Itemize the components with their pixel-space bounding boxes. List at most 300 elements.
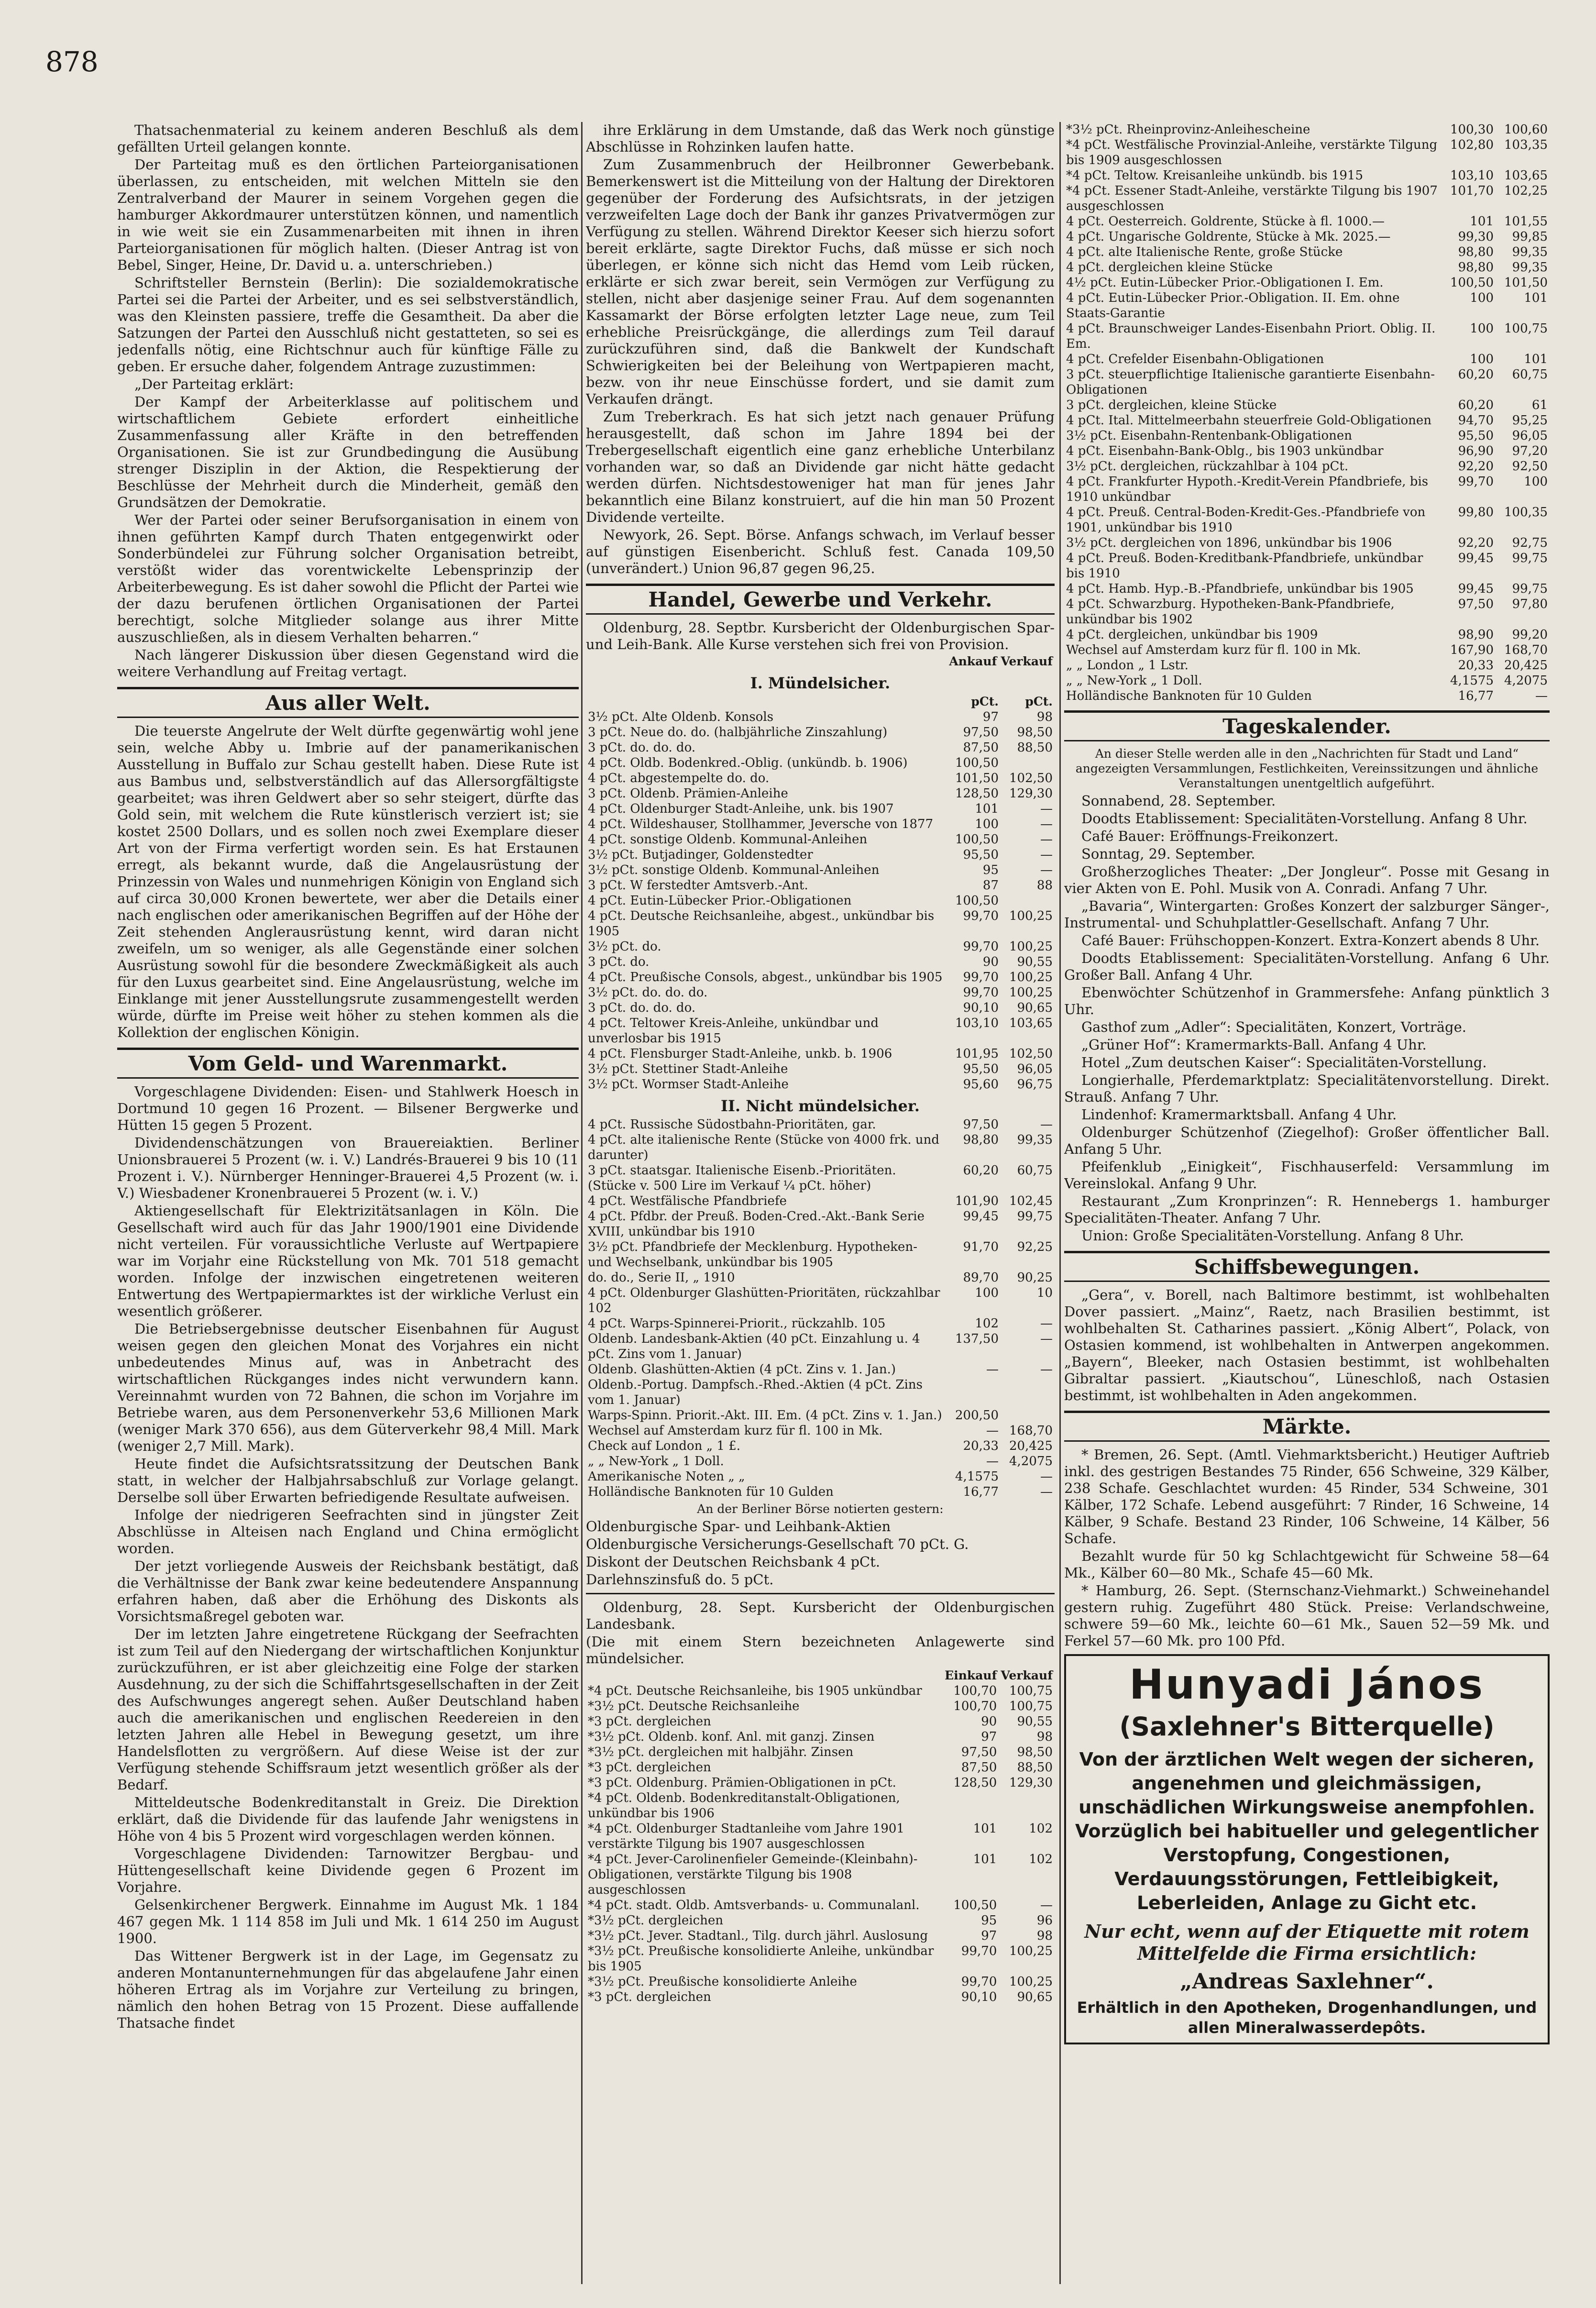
ask-value: 92,25 <box>1017 1240 1053 1254</box>
table-row <box>586 709 1055 725</box>
security-name: *4 pCt. Deutsche Reichsanleihe, bis 1905 unkündbar <box>588 1684 922 1698</box>
course2-intro: Oldenburg, 28. Sept. Kursbericht der Oldenburgischen Landesbank. <box>586 1599 1055 1632</box>
security-name: *4 pCt. Teltow. Kreisanleihe unkündb. bis 1915 <box>1066 168 1363 183</box>
security-name: 3 pCt. steuerpflichtige Italienische garantierte Eisenbahn-Obligationen <box>1066 367 1435 397</box>
bid-value: 99,70 <box>963 939 999 954</box>
security-name: 4 pCt. Eisenbahn-Bank-Oblg., bis 1903 unkündbar <box>1066 444 1384 458</box>
security-name: 4 pCt. Crefelder Eisenbahn-Obligationen <box>1066 352 1324 366</box>
table-header-row <box>586 654 1055 669</box>
bid-value: 98,80 <box>1458 245 1494 259</box>
ad-subtitle: (Saxlehner's Bitterquelle) <box>1119 1712 1495 1742</box>
security-name: *4 pCt. Oldenburger Stadtanleihe vom Jahre 1901 verstärkte Tilgung bis 1907 ausgeschlossen <box>588 1822 904 1851</box>
security-name: 4 pCt. Preuß. Boden-Kreditbank-Pfandbriefe, unkündbar bis 1910 <box>1066 551 1423 581</box>
bid-value: 101,95 <box>955 1047 999 1061</box>
ask-value: 100,35 <box>1504 505 1548 519</box>
ask-value: 100,60 <box>1504 122 1548 137</box>
paragraph: Mitteldeutsche Bodenkreditanstalt in Greiz. Die Direktion erklärt, daß die Dividende für das laufende Jahr wenigstens in Höhe von 4 bis 5 Prozent wird vorgeschlagen werden können. <box>117 1794 579 1844</box>
table-row <box>586 893 1055 908</box>
table-row <box>1064 168 1550 183</box>
bid-value: 200,50 <box>955 1408 999 1423</box>
paragraph: Der Parteitag muß es den örtlichen Parteiorganisationen überlassen, zu entscheiden, mit welchen Mitteln sie den Zentralverband der Maurer in seinem Vorgehen gegen die hamburger Akkordmaurer unterstützen können, und namentlich in wie weit sie ein Zusammenarbeiten mit ihnen in ihren Parteiorganisationen für möglich halten. (Dieser Antrag ist von Bebel, Singer, Heine, Dr. David u. a. unterschrieben.) <box>117 156 579 273</box>
paragraph: Lindenhof: Kramermarktsball. Anfang 4 Uhr. <box>1081 1106 1397 1123</box>
ask-value: 88,50 <box>1017 740 1053 755</box>
bid-value: 100,70 <box>953 1699 997 1713</box>
ask-value: — <box>1040 1362 1053 1377</box>
security-name: *3 pCt. dergleichen <box>588 1714 711 1729</box>
bid-value: 167,90 <box>1450 643 1494 657</box>
security-name: *3½ pCt. Preußische konsolidierte Anleihe <box>588 1975 857 1989</box>
ask-value: 102,50 <box>1009 771 1053 785</box>
paragraph: Ebenwöchter Schützenhof in Grammersfehe: Anfang pünktlich 3 Uhr. <box>1064 984 1550 1017</box>
table-row <box>586 771 1055 786</box>
security-name: *4 pCt. Westfälische Provinzial-Anleihe, verstärkte Tilgung bis 1909 ausgeschlossen <box>1066 138 1438 167</box>
bid-value: 87,50 <box>961 1760 997 1775</box>
ask-value: 96,05 <box>1512 429 1548 443</box>
group-title-mundelsicher: I. Mündelsicher. <box>750 674 891 692</box>
bid-value: 101,70 <box>1450 184 1494 198</box>
paragraph: Heute findet die Aufsichtsratssitzung der Deutschen Bank statt, in welcher der Halbjahrsabschluß zur Vorlage gelangt. Derselbe soll über Erwarten befriedigende Resultate aufweisen. <box>117 1456 579 1505</box>
security-name: „ „ New-York „ 1 Doll. <box>588 1454 724 1469</box>
paragraph: Longierhalle, Pferdemarktplatz: Specialitätenvorstellung. Direkt. Strauß. Anfang 7 Uhr. <box>1064 1072 1550 1105</box>
ask-value: 102,25 <box>1504 184 1548 198</box>
ask-value: 102 <box>1029 1852 1053 1866</box>
ask-value <box>1001 755 1055 771</box>
ask-value: 4,2075 <box>1009 1454 1053 1469</box>
bid-value: 101 <box>973 1852 997 1866</box>
security-name: 3½ pCt. Wormser Stadt-Anleihe <box>588 1077 789 1092</box>
bid-value: 4,1575 <box>1450 674 1494 688</box>
table-row <box>586 1683 1055 1699</box>
security-name: *3½ pCt. dergleichen <box>588 1913 724 1928</box>
bid-value: 95 <box>981 1913 997 1928</box>
ask-value: 129,30 <box>1009 1776 1053 1790</box>
paragraph: Thatsachenmaterial zu keinem anderen Beschluß als dem gefällten Urteil gelangen konnte. <box>117 122 579 155</box>
section-title-markte: Märkte. <box>1064 1411 1550 1442</box>
ask-value: 100,25 <box>1009 939 1053 954</box>
table-unit-row <box>586 694 1055 709</box>
col1-section1-body <box>117 723 579 1041</box>
bid-value: 95,50 <box>963 1062 999 1076</box>
security-name: Holländische Banknoten für 10 Gulden <box>588 1485 834 1499</box>
ask-value: — <box>1040 1316 1053 1331</box>
security-name: 3 pCt. dergleichen, kleine Stücke <box>1066 398 1277 412</box>
column-3 <box>1064 122 1550 2294</box>
table-row <box>1064 290 1550 321</box>
bid-value: 95,50 <box>1458 429 1494 443</box>
bid-value: 98,90 <box>1458 628 1494 642</box>
bid-value: 92,20 <box>1458 459 1494 474</box>
bid-value: 100 <box>1470 321 1494 336</box>
column-1 <box>117 122 579 2294</box>
bid-value: 100 <box>975 1286 999 1300</box>
ask-value: — <box>1040 1898 1053 1912</box>
security-name: 3 pCt. do. do. do. <box>588 1001 696 1015</box>
course2-note: (Die mit einem Stern bezeichneten Anlagewerte sind mündelsicher. <box>586 1634 1055 1667</box>
ask-value: — <box>1040 863 1053 877</box>
ask-value: 90,65 <box>1017 1990 1053 2004</box>
bid-value: 96,90 <box>1458 444 1494 458</box>
table-row <box>586 970 1055 985</box>
ask-value: 92,50 <box>1512 459 1548 474</box>
ask-value: 99,75 <box>1512 582 1548 596</box>
separator <box>586 1593 1055 1594</box>
ask-value <box>999 1790 1055 1821</box>
column-rule-1 <box>581 122 583 2284</box>
bid-value: 100,50 <box>955 756 999 770</box>
security-name: 3½ pCt. do. <box>588 939 661 954</box>
table-row <box>586 1408 1055 1423</box>
ask-value: 100,25 <box>1009 985 1053 1000</box>
security-name: Holländische Banknoten für 10 Gulden <box>1066 689 1312 703</box>
table-row <box>586 740 1055 755</box>
ask-value: 100,25 <box>1009 909 1053 923</box>
bid-value: 90 <box>981 1714 997 1729</box>
table-row <box>586 878 1055 893</box>
table-row <box>586 1362 1055 1377</box>
security-name: 4 pCt. Oldb. Bodenkred.-Oblig. (unkündb. b. 1906) <box>588 756 908 770</box>
security-name: *3½ pCt. Preußische konsolidierte Anleihe, unkündbar bis 1905 <box>588 1944 934 1974</box>
course-intro: Oldenburg, 28. Septbr. Kursbericht der Oldenburgischen Spar- und Leih-Bank. Alle Kurse verstehen sich frei von Provision. <box>586 619 1055 652</box>
table-row <box>586 786 1055 801</box>
table-row <box>586 1913 1055 1928</box>
ask-value: 99,35 <box>1512 260 1548 275</box>
table-row <box>586 1016 1055 1046</box>
bid-value: 101 <box>1470 214 1494 229</box>
security-name: 4 pCt. Oldenburger Glashütten-Prioritäten, rückzahlbar 102 <box>588 1286 940 1315</box>
ask-value: 101 <box>1524 352 1548 366</box>
bid-value: 102 <box>975 1316 999 1331</box>
table-row <box>586 1209 1055 1239</box>
table-row <box>1064 183 1550 214</box>
paragraph: Großherzogliches Theater: „Der Jongleur“. Posse mit Gesang in vier Akten von E. Pohl. Musik von A. Conradi. Anfang 7 Uhr. <box>1064 863 1550 896</box>
security-name: 4½ pCt. Eutin-Lübecker Prior.-Obligationen I. Em. <box>1066 276 1384 290</box>
ask-value: 100,25 <box>1009 1944 1053 1958</box>
header-ankauf: Ankauf <box>949 654 997 668</box>
ask-value: 102,50 <box>1009 1047 1053 1061</box>
berlin-lines <box>586 1518 1055 1588</box>
ask-value: 99,35 <box>1512 245 1548 259</box>
ask-value: 100,75 <box>1009 1699 1053 1713</box>
column-2 <box>586 122 1055 2294</box>
bid-value: 101 <box>973 1822 997 1836</box>
ad-footer: Erhältlich in den Apotheken, Drogenhandlungen, und allen Mineralwasserdepôts. <box>1077 1999 1537 2037</box>
table-row <box>1064 244 1550 260</box>
bid-value: 99,70 <box>963 985 999 1000</box>
ask-value: — <box>1040 1469 1053 1484</box>
security-name: „ „ London „ 1 Lstr. <box>1066 658 1189 673</box>
table-row <box>586 1484 1055 1500</box>
table-row <box>586 1745 1055 1760</box>
table-row <box>586 1270 1055 1285</box>
bid-value: 100,70 <box>953 1684 997 1698</box>
bid-value: 98,80 <box>1458 260 1494 275</box>
paragraph: Infolge der niedrigeren Seefrachten sind in jüngster Zeit Abschlüsse in Alteisen nach England und China ermöglicht worden. <box>117 1507 579 1557</box>
bid-value: 98,80 <box>963 1133 999 1147</box>
bid-value: 100 <box>1470 352 1494 366</box>
course-table-3 <box>1064 122 1550 704</box>
ask-value: — <box>1040 1117 1053 1132</box>
table-row <box>586 1974 1055 1989</box>
security-name: *3 pCt. dergleichen <box>588 1990 711 2004</box>
berlin-note: An der Berliner Börse notierten gestern: <box>697 1502 944 1516</box>
bid-value: — <box>986 1362 999 1377</box>
security-name: 4 pCt. dergleichen, unkündbar bis 1909 <box>1066 628 1318 642</box>
course-table-1-group2 <box>586 1117 1055 1500</box>
ask-value: 100 <box>1524 475 1548 489</box>
unit-pct: pCt. <box>1025 695 1053 708</box>
section-title-tageskalender: Tageskalender. <box>1064 710 1550 741</box>
advertisement-hunyadi <box>1064 1654 1550 2044</box>
bid-value: 90,10 <box>961 1990 997 2004</box>
ask-value: — <box>1040 848 1053 862</box>
ask-value: 88 <box>1036 878 1053 893</box>
paragraph: „Der Parteitag erklärt: <box>134 376 294 392</box>
table-row <box>586 1775 1055 1790</box>
bid-value: 101,50 <box>955 771 999 785</box>
table-row <box>1064 229 1550 244</box>
paragraph: Das Wittener Bergwerk ist in der Lage, im Gegensatz zu anderen Montanunternehmungen für das abgelaufene Jahr einen höheren Ertrag als im Vorjahre zur Verteilung zu bringen, nämlich den hohen Betrag von 15 Prozent. Diese auffallende Thatsache findet <box>117 1948 579 2031</box>
bid-value: 97,50 <box>1458 597 1494 611</box>
table-row <box>1064 658 1550 673</box>
table-row <box>586 1239 1055 1270</box>
bid-value: 95,50 <box>963 848 999 862</box>
ask-value: — <box>1040 832 1053 847</box>
security-name: *3½ pCt. Oldenb. konf. Anl. mit ganzj. Zinsen <box>588 1730 875 1744</box>
table-row <box>586 1285 1055 1316</box>
ask-value: 102 <box>1029 1822 1053 1836</box>
security-name: 4 pCt. Wildeshauser, Stollhammer, Jeversche von 1877 <box>588 817 934 831</box>
col2-intro <box>586 122 1055 577</box>
bid-value: 91,70 <box>963 1240 999 1254</box>
security-name: 3½ pCt. Butjadinger, Goldenstedter <box>588 848 813 862</box>
paragraph: Sonnabend, 28. September. <box>1081 793 1276 809</box>
ask-value: 92,75 <box>1512 536 1548 550</box>
col1-intro <box>117 122 579 680</box>
course-table-2 <box>586 1668 1055 2005</box>
bid-value: 90,10 <box>963 1001 999 1015</box>
paragraph: * Bremen, 26. Sept. (Amtl. Viehmarktsbericht.) Heutiger Auftrieb inkl. des gestrigen Bestandes 75 Rinder, 656 Schweine, 329 Kälber, 238 Schafe. Geschlachtet wurden: 45 Rinder, 534 Schweine, 301 Kälber, 172 Schafe. Lebend ausgeführt: 7 Rinder, 16 Schweine, 14 Kälber, 9 Schafe. Bestand 23 Rinder, 106 Schweine, 14 Kälber, 56 Schafe. <box>1064 1447 1550 1546</box>
table-row <box>586 1729 1055 1745</box>
bid-value: 95 <box>982 863 999 877</box>
paragraph: * Hamburg, 26. Sept. (Sternschanz-Viehmarkt.) Schweinehandel gestern ruhig. Zugeführt 480 Stück. Preise: Verlandschweine, schwere 59—60 Mk., leichte 60—61 Mk., Sauen 52—59 Mk. und Ferkel 57—60 Mk. pro 100 Pfd. <box>1064 1582 1550 1649</box>
bid-value: 60,20 <box>1458 398 1494 412</box>
table-row <box>586 1331 1055 1362</box>
bid-value: 99,70 <box>963 970 999 984</box>
paragraph: Gelsenkirchener Bergwerk. Einnahme im August Mk. 1 184 467 gegen Mk. 1 114 858 im Juli und Mk. 1 614 250 im August 1900. <box>117 1897 579 1946</box>
paragraph: Doodts Etablissement: Specialitäten-Vorstellung. Anfang 6 Uhr. Großer Ball. Anfang 4 Uhr. <box>1064 950 1550 983</box>
ask-value: 98 <box>1036 1929 1053 1943</box>
security-name: *4 pCt. Oldenb. Bodenkreditanstalt-Obligationen, unkündbar bis 1906 <box>588 1791 900 1821</box>
security-name: 3½ pCt. Alte Oldenb. Konsols <box>588 710 774 724</box>
ask-value: 103,65 <box>1504 168 1548 183</box>
table-row <box>586 801 1055 817</box>
bid-value <box>947 1377 1001 1408</box>
table-row <box>1064 459 1550 474</box>
ask-value: 98,50 <box>1017 1745 1053 1759</box>
bid-value: 100 <box>975 817 999 831</box>
bid-value: 97 <box>981 1929 997 1943</box>
bid-value: 99,80 <box>1458 505 1494 519</box>
security-name: 4 pCt. Frankfurter Hypoth.-Kredit-Verein Pfandbriefe, bis 1910 unkündbar <box>1066 475 1429 504</box>
ask-value: 102,45 <box>1009 1194 1053 1208</box>
bid-value <box>943 1790 999 1821</box>
table-row <box>586 939 1055 954</box>
bid-value: — <box>986 1424 999 1438</box>
table-row <box>586 1928 1055 1944</box>
security-name: 4 pCt. Eutin-Lübecker Prior.-Obligation. II. Em. ohne Staats-Garantie <box>1066 291 1400 320</box>
bid-value: 99,70 <box>1458 475 1494 489</box>
bid-value: 99,45 <box>1458 551 1494 565</box>
ask-value: — <box>1040 817 1053 831</box>
ask-value: 90,65 <box>1017 1001 1053 1015</box>
paragraph: Hotel „Zum deutschen Kaiser“: Specialitäten-Vorstellung. <box>1081 1054 1487 1071</box>
paragraph: Darlehnszinsfuß do. 5 pCt. <box>586 1571 774 1588</box>
bid-value: 16,77 <box>1458 689 1494 703</box>
section-title-handel: Handel, Gewerbe und Verkehr. <box>586 584 1055 615</box>
bid-value: 100 <box>1470 291 1494 305</box>
security-name: 4 pCt. Ital. Mittelmeerbahn steuerfreie Gold-Obligationen <box>1066 413 1432 428</box>
table-row <box>586 1132 1055 1163</box>
paragraph: Aktiengesellschaft für Elektrizitätsanlagen in Köln. Die Gesellschaft wird auch für das Jahr 1900/1901 eine Dividende nicht verteilen. Für voraussichtliche Verluste auf Wertpapiere war im Vorjahr eine Rückstellung von Mk. 701 518 gemacht worden. Infolge der inzwischen eingetretenen weiteren Entwertung des Wertpapiermarktes ist der wirkliche Verlust ein wesentlich größerer. <box>117 1203 579 1319</box>
table-row <box>1064 214 1550 229</box>
unit-pct: pCt. <box>971 695 999 708</box>
security-name: Wechsel auf Amsterdam kurz für fl. 100 in Mk. <box>1066 643 1361 657</box>
bid-value: 20,33 <box>1458 658 1494 673</box>
table-row <box>586 1790 1055 1821</box>
table-row <box>586 1821 1055 1852</box>
ask-value: 60,75 <box>1512 367 1548 382</box>
bid-value: 100,50 <box>1450 276 1494 290</box>
security-name: 4 pCt. Braunschweiger Landes-Eisenbahn Priort. Oblig. II. Em. <box>1066 321 1436 351</box>
ask-value: 96 <box>1036 1913 1053 1928</box>
ask-value: 90,55 <box>1017 1714 1053 1729</box>
table-row <box>1064 627 1550 642</box>
paragraph: Dividendenschätzungen von Brauereiaktien. Berliner Unionsbrauerei 5 Prozent (w. i. V.) Landrés-Brauerei 9 bis 10 (11 Prozent i. V.). Nürnberger Henninger-Brauerei 4,5 Prozent (w. i. V.) Wiesbadener Kronenbrauerei 5 Prozent (w. i. V.) <box>117 1135 579 1201</box>
ask-value: 88,50 <box>1017 1760 1053 1775</box>
paragraph: Zum Treberkrach. Es hat sich jetzt nach genauer Prüfung herausgestellt, daß schon im Jahre 1894 bei der Trebergesellschaft eigentlich eine ganz erhebliche Unterbilanz vorhanden war, so daß an Dividende gar nicht hätte gedacht werden dürfen. Nichtsdestoweniger hat man für jenes Jahr bekanntlich eine Bilanz konstruiert, auf die hin man 50 Prozent Dividende verteilte. <box>586 409 1055 525</box>
bid-value: 100,50 <box>955 894 999 908</box>
security-name: Check auf London „ 1 £. <box>588 1439 741 1453</box>
table-row <box>1064 642 1550 658</box>
column-rule-2 <box>1059 122 1061 2284</box>
table-row <box>586 1944 1055 1974</box>
bid-value: 99,70 <box>961 1944 997 1958</box>
security-name: Amerikanische Noten „ „ <box>588 1469 745 1484</box>
ask-value: — <box>1040 1332 1053 1346</box>
paragraph: Gasthof zum „Adler“: Specialitäten, Konzert, Vorträge. <box>1081 1019 1466 1035</box>
security-name: 4 pCt. Deutsche Reichsanleihe, abgest., unkündbar bis 1905 <box>588 909 935 939</box>
ask-value: 168,70 <box>1009 1424 1053 1438</box>
bid-value: 100,30 <box>1450 122 1494 137</box>
paragraph: Diskont der Deutschen Reichsbank 4 pCt. <box>586 1554 881 1570</box>
bid-value: 101,90 <box>955 1194 999 1208</box>
table-row <box>586 1454 1055 1469</box>
table-row <box>1064 551 1550 581</box>
security-name: Warps-Spinn. Priorit.-Akt. III. Em. (4 pCt. Zins v. 1. Jan.) <box>588 1408 942 1423</box>
table-row <box>1064 122 1550 137</box>
security-name: *4 pCt. Jever-Carolinenfieler Gemeinde-(Kleinbahn)-Obligationen, verstärkte Tilgung bis 1908 ausgeschlossen <box>588 1852 918 1897</box>
ask-value: 20,425 <box>1504 658 1548 673</box>
table-row <box>586 1423 1055 1438</box>
paragraph: Vorgeschlagene Dividenden: Eisen- und Stahlwerk Hoesch in Dortmund 10 gegen 16 Prozent. — Bilsener Bergwerke und Hütten 15 gegen 5 Prozent. <box>117 1083 579 1133</box>
bid-value: 103,10 <box>1450 168 1494 183</box>
paragraph: Newyork, 26. Sept. Börse. Anfangs schwach, im Verlauf besser auf günstigen Eisenbericht. Schluß fest. Canada 109,50 (unverändert.) Union 96,87 gegen 96,25. <box>586 527 1055 576</box>
ask-value: 10 <box>1036 1286 1053 1300</box>
security-name: 3 pCt. W ferstedter Amtsverb.-Ant. <box>588 878 808 893</box>
paragraph: Der im letzten Jahre eingetretene Rückgang der Seefrachten ist zum Teil auf den Niedergang der wirtschaftlichen Konjunktur zurückzuführen, er ist aber gleichzeitig eine Folge der starken Ausdehnung, zu der sich die Schiffahrtsgesellschaften in der Zeit des Aufschwunges angeregt sehen. Außer Deutschland haben auch die amerikanischen und englischen Reedereien in den letzten Jahren alle Hebel in Bewegung gesetzt, um ihre Handelsflotten zu vergrößern. Auf diese Weise ist der zur Verfügung stehende Schiffsraum jetzt wesentlich größer als der Bedarf. <box>117 1626 579 1793</box>
bid-value: 99,70 <box>961 1975 997 1989</box>
table-row <box>1064 398 1550 413</box>
table-row <box>586 862 1055 878</box>
security-name: 4 pCt. Russische Südostbahn-Prioritäten, gar. <box>588 1117 876 1132</box>
paragraph: Café Bauer: Eröffnungs-Freikonzert. <box>1081 828 1339 844</box>
ask-value: — <box>1040 802 1053 816</box>
security-name: 4 pCt. Ungarische Goldrente, Stücke à Mk. 2025.— <box>1066 230 1391 244</box>
table-row <box>586 1898 1055 1913</box>
security-name: do. do., Serie II, „ 1910 <box>588 1270 735 1285</box>
bid-value: 100,50 <box>953 1898 997 1912</box>
table-row <box>586 1316 1055 1331</box>
security-name: 3½ pCt. sonstige Oldenb. Kommunal-Anleihen <box>588 863 880 877</box>
ask-value: 4,2075 <box>1504 674 1548 688</box>
paragraph: Oldenburger Schützenhof (Ziegelhof): Großer öffentlicher Ball. Anfang 5 Uhr. <box>1064 1124 1550 1157</box>
security-name: *3 pCt. Oldenburg. Prämien-Obligationen in pCt. <box>588 1776 896 1790</box>
table-row <box>586 985 1055 1000</box>
page-number: 878 <box>45 45 99 78</box>
security-name: 4 pCt. Pfdbr. der Preuß. Boden-Cred.-Akt.-Bank Serie XVIII, unkündbar bis 1910 <box>588 1209 925 1239</box>
security-name: 3½ pCt. dergleichen, rückzahlbar à 104 pCt. <box>1066 459 1349 474</box>
table-row <box>1064 505 1550 535</box>
security-name: 4 pCt. Preußische Consols, abgest., unkündbar bis 1905 <box>588 970 943 984</box>
paragraph: „Bavaria“, Wintergarten: Großes Konzert der salzburger Sänger-, Instrumental- und Schuhplattler-Gesellschaft. Anfang 7 Uhr. <box>1064 898 1550 931</box>
table-row <box>1064 596 1550 627</box>
section-title-aus-aller-welt: Aus aller Welt. <box>117 687 579 718</box>
paragraph: Der Kampf der Arbeiterklasse auf politischem und wirtschaftlichem Gebiete erfordert einheitliche Zusammenfassung aller Kräfte in den betreffenden Organisationen. Sie ist zur Grundbedingung die Ausübung strenger Disziplin in der Aktion, die Respektierung der Beschlüsse der Mehrheit durch die Minderheit, gemäß den Grundsätzen der Demokratie. <box>117 394 579 510</box>
paragraph: Wer der Partei oder seiner Berufsorganisation in einem von ihnen geführten Kampf durch Thaten entgegenwirkt oder Sonderbündelei zur Führung solcher Organisation betreibt, verstößt wider das vorentwickelte Lebensprinzip der Arbeiterbewegung. Es ist daher sowohl die Pflicht der Partei wie der dazu berufenen örtlichen Organisationen der Partei berechtigt, solche Mitglieder solange aus ihrer Mitte auszuschließen, als in diesem Verhalten beharren.“ <box>117 512 579 645</box>
security-name: 3½ pCt. do. do. do. <box>588 985 708 1000</box>
security-name: 4 pCt. alte italienische Rente (Stücke von 4000 frk. und darunter) <box>588 1133 940 1162</box>
bid-value: 89,70 <box>963 1270 999 1285</box>
bid-value: 128,50 <box>955 786 999 801</box>
paragraph: ihre Erklärung in dem Umstande, daß das Werk noch günstige Abschlüsse in Rohzinken laufen hatte. <box>586 122 1055 155</box>
bid-value: 97 <box>982 710 999 724</box>
bid-value: 99,30 <box>1458 230 1494 244</box>
security-name: 3 pCt. do. do. do. <box>588 740 696 755</box>
bid-value: 4,1575 <box>955 1469 999 1484</box>
course-table-1 <box>586 654 1055 669</box>
header-verkauf: Verkauf <box>1001 654 1053 668</box>
paragraph: Union: Große Specialitäten-Vorstellung. Anfang 8 Uhr. <box>1081 1227 1464 1244</box>
security-name: *3½ pCt. dergleichen mit halbjähr. Zinsen <box>588 1745 854 1759</box>
ask-value <box>1001 1377 1055 1408</box>
security-name: 3½ pCt. dergleichen von 1896, unkündbar bis 1906 <box>1066 536 1392 550</box>
table-row <box>586 1438 1055 1454</box>
ask-value: 103,35 <box>1504 138 1548 152</box>
bid-value: 92,20 <box>1458 536 1494 550</box>
bid-value: 103,10 <box>955 1016 999 1030</box>
table-row <box>586 1760 1055 1775</box>
ask-value: 97,20 <box>1512 444 1548 458</box>
ask-value: 99,75 <box>1017 1209 1053 1224</box>
ask-value: 100,75 <box>1504 321 1548 336</box>
security-name: Oldenb. Glashütten-Aktien (4 pCt. Zins v. 1. Jan.) <box>588 1362 896 1377</box>
section-title-geld-warenmarkt: Vom Geld- und Warenmarkt. <box>117 1048 579 1079</box>
ask-value <box>1001 893 1055 908</box>
paragraph: Doodts Etablissement: Specialitäten-Vorstellung. Anfang 8 Uhr. <box>1081 810 1528 827</box>
security-name: 4 pCt. Hamb. Hyp.-B.-Pfandbriefe, unkündbar bis 1905 <box>1066 582 1414 596</box>
ask-value: 101,50 <box>1504 276 1548 290</box>
table-row <box>586 1699 1055 1714</box>
